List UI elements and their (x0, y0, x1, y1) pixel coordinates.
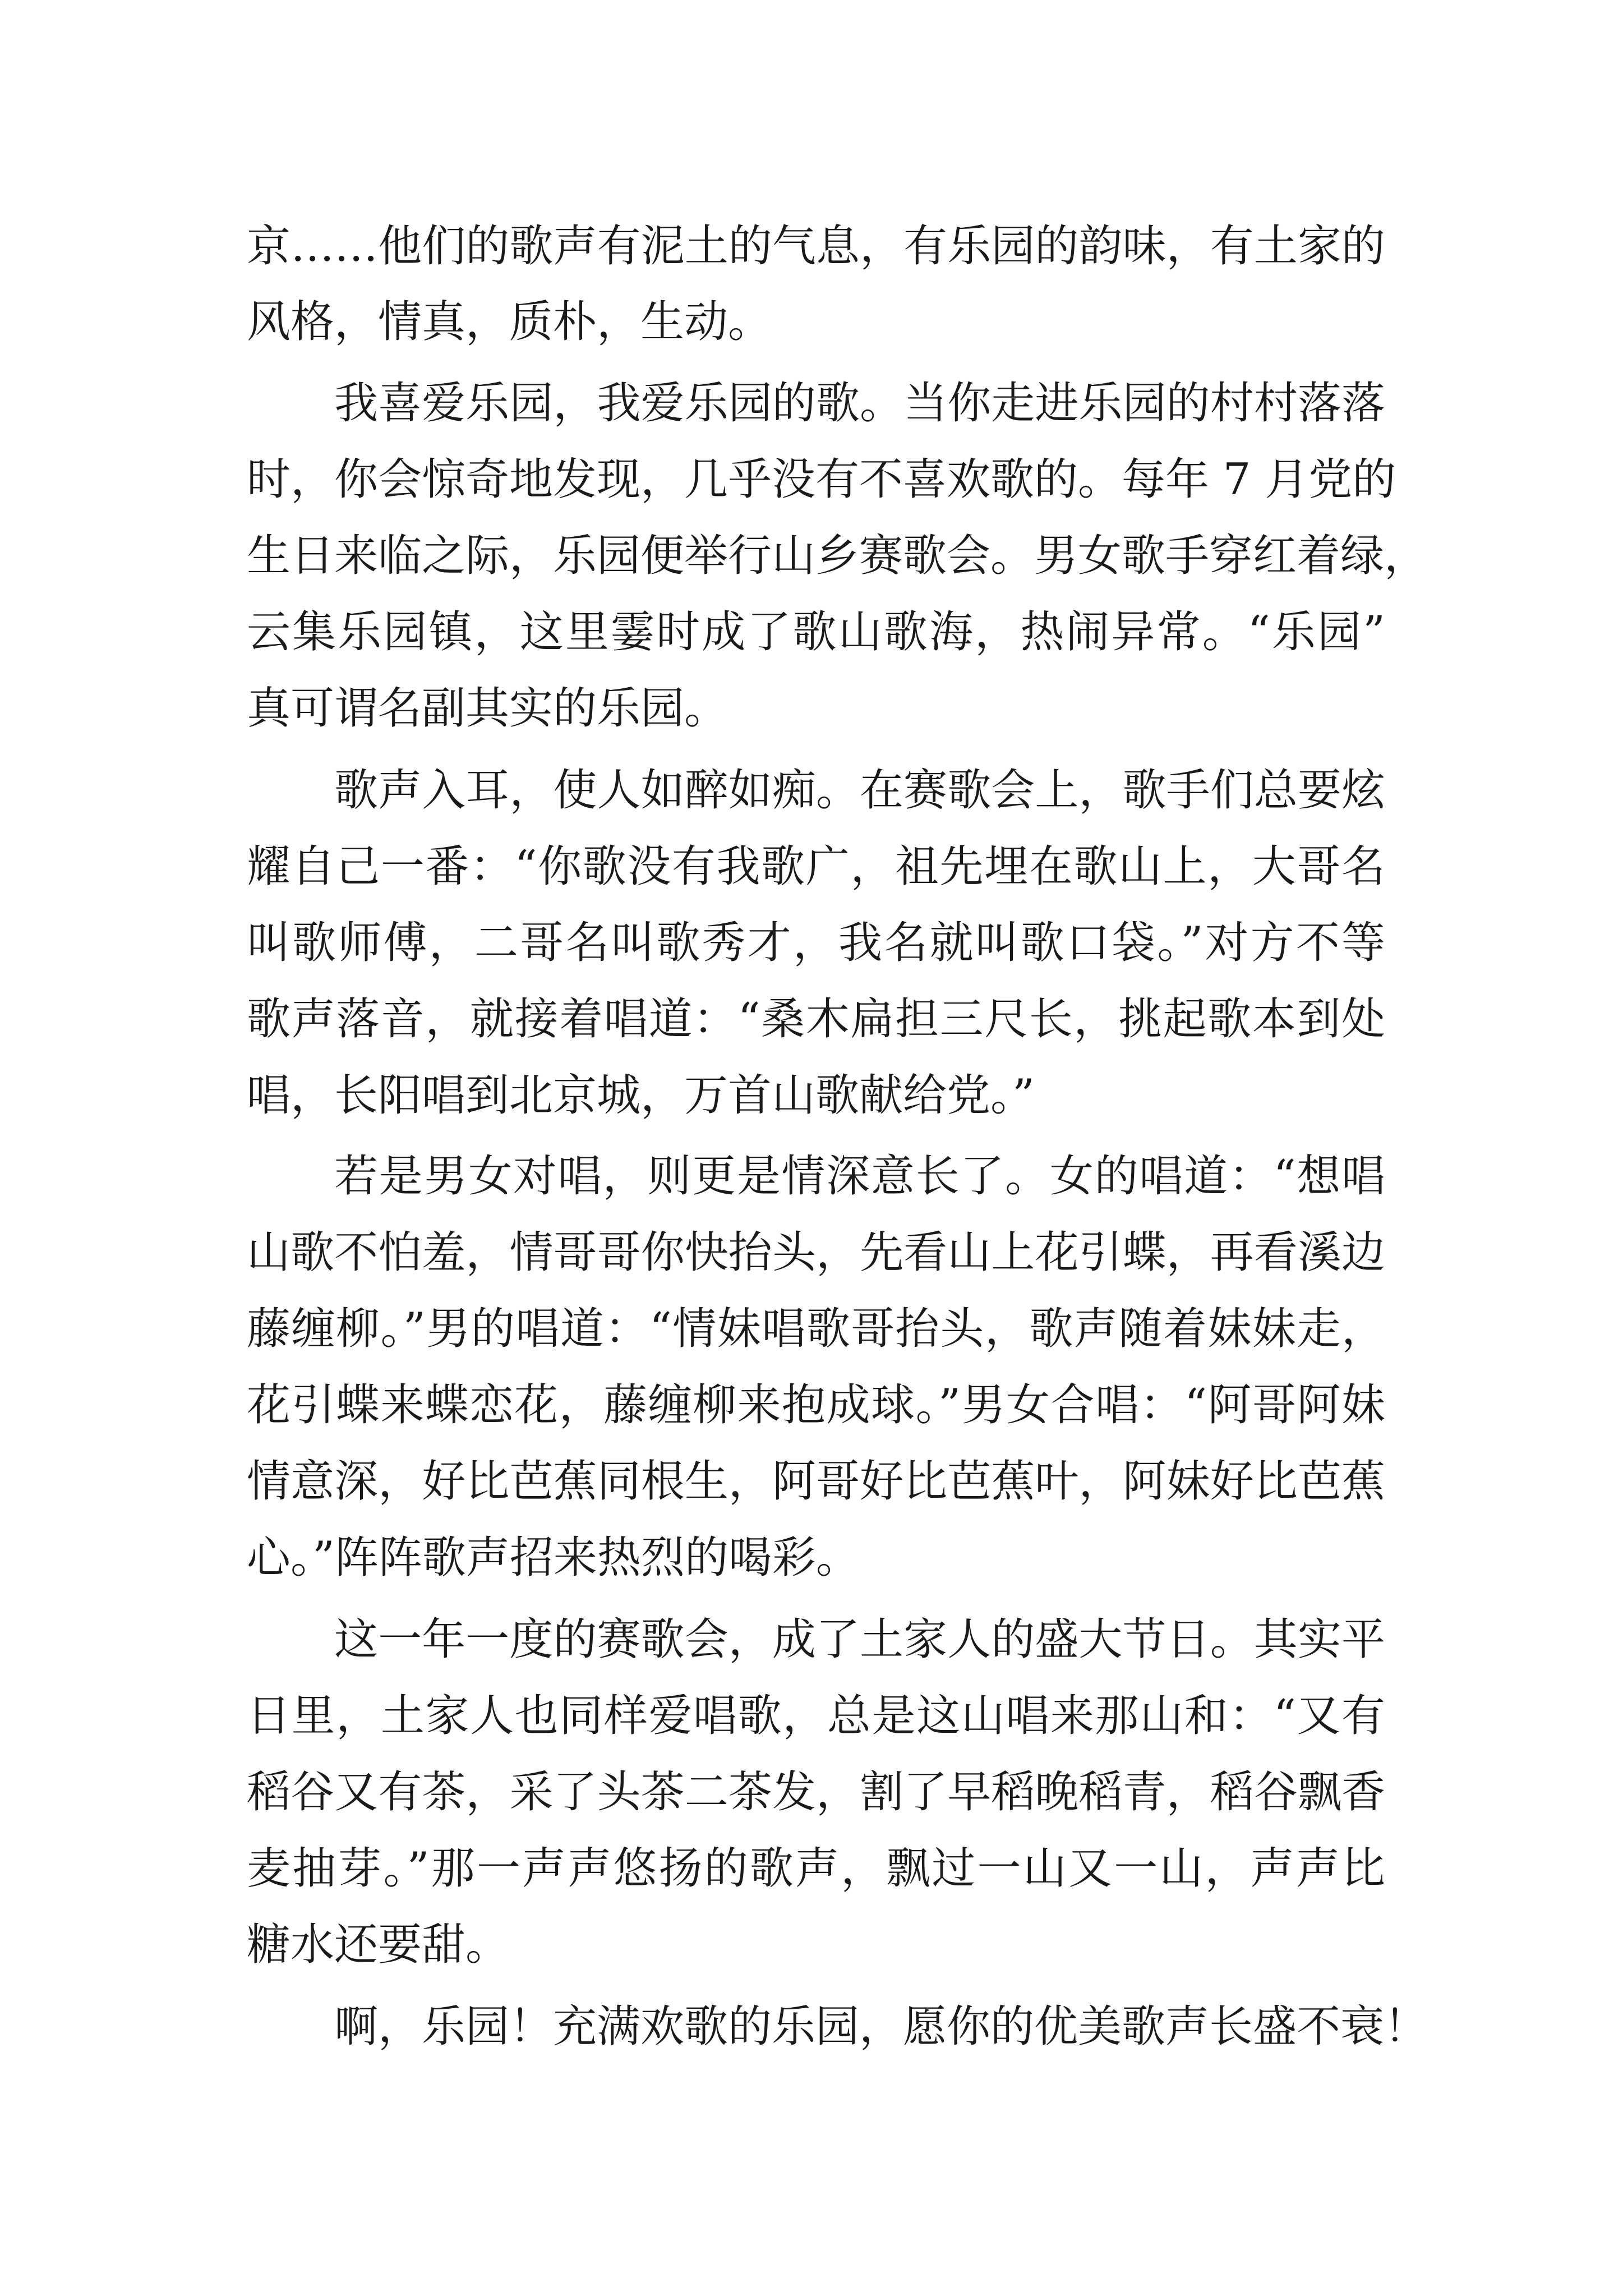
text-line: 唱，长阳唱到北京城，万首山歌献给党。” (247, 1070, 1035, 1121)
text-line: 歌声落音，就接着唱道：“桑木扁担三尺长，挑起歌本到处 (247, 994, 1385, 1045)
text-line: 云集乐园镇，这里霎时成了歌山歌海，热闹异常。“乐园” (247, 607, 1385, 657)
text-line: 若是男女对唱，则更是情深意长了。女的唱道：“想唱 (334, 1151, 1385, 1202)
text-line: 稻谷又有茶，采了头茶二茶发，割了早稻晚稻青，稻谷飘香 (247, 1767, 1385, 1818)
text-line: 风格，情真，质朴，生动。 (247, 297, 772, 347)
text-line: 生日来临之际，乐园便举行山乡赛歌会。男女歌手穿红着绿， (247, 531, 1428, 581)
text-line: 这一年一度的赛歌会，成了土家人的盛大节日。其实平 (334, 1614, 1385, 1665)
text-line: 叫歌师傅，二哥名叫歌秀才，我名就叫歌口袋。”对方不等 (247, 918, 1385, 968)
text-line: 情意深，好比芭蕉同根生，阿哥好比芭蕉叶，阿妹好比芭蕉 (247, 1456, 1385, 1507)
text-line: 藤缠柳。”男的唱道：“情妹唱歌哥抬头，歌声随着妹妹走， (247, 1304, 1385, 1354)
text-line: 花引蝶来蝶恋花，藤缠柳来抱成球。”男女合唱：“阿哥阿妹 (247, 1380, 1385, 1430)
text-line: 时，你会惊奇地发现，几乎没有不喜欢歌的。每年 7 月党的 (247, 454, 1396, 505)
text-line: 日里，土家人也同样爱唱歌，总是这山唱来那山和：“又有 (247, 1691, 1385, 1741)
text-line: 糖水还要甜。 (247, 1920, 510, 1970)
text-line: 山歌不怕羞，情哥哥你快抬头，先看山上花引蝶，再看溪边 (247, 1227, 1385, 1278)
text-line: 啊，乐园！充满欢歌的乐园，愿你的优美歌声长盛不衰！ (334, 2001, 1428, 2052)
text-line: 我喜爱乐园，我爱乐园的歌。当你走进乐园的村村落落 (334, 378, 1385, 429)
text-line: 麦抽芽。”那一声声悠扬的歌声，飘过一山又一山，声声比 (247, 1843, 1385, 1894)
text-line: 京……他们的歌声有泥土的气息，有乐园的韵味，有土家的 (247, 221, 1385, 272)
text-line: 真可谓名副其实的乐园。 (247, 683, 728, 734)
text-line: 耀自己一番：“你歌没有我歌广，祖先埋在歌山上，大哥名 (247, 841, 1385, 892)
text-line: 心。”阵阵歌声招来热烈的喝彩。 (247, 1533, 860, 1583)
text-line: 歌声入耳，使人如醉如痴。在赛歌会上，歌手们总要炫 (334, 765, 1385, 816)
